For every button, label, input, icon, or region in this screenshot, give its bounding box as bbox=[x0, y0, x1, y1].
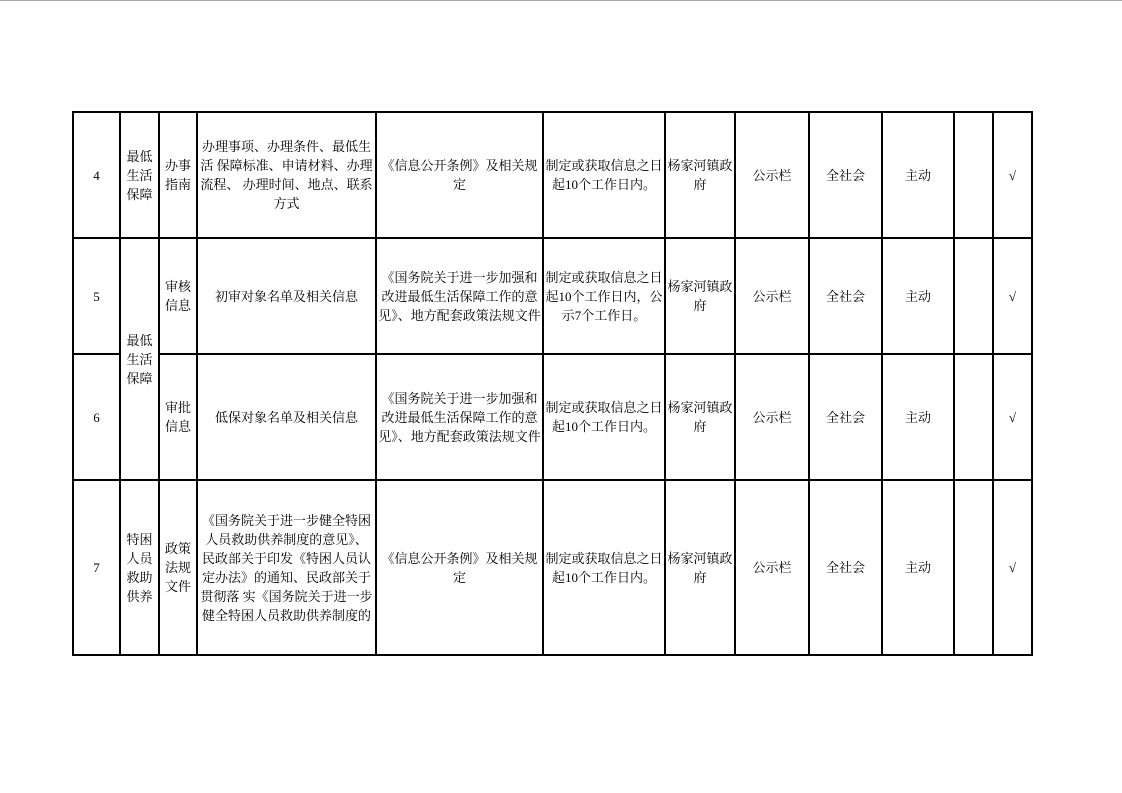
subcategory-cell: 审批信息 bbox=[159, 354, 197, 480]
empty-cell bbox=[954, 480, 993, 655]
timeframe-cell: 制定或获取信息之日起10个工作日内。 bbox=[543, 354, 665, 480]
method-cell: 主动 bbox=[882, 354, 954, 480]
method-cell: 主动 bbox=[882, 238, 954, 354]
legal-basis-cell: 《信息公开条例》及相关规定 bbox=[376, 112, 543, 238]
channel-cell: 公示栏 bbox=[735, 480, 809, 655]
category-cell-merged: 最低生活保障 bbox=[120, 238, 159, 480]
channel-cell: 公示栏 bbox=[735, 238, 809, 354]
audience-cell: 全社会 bbox=[809, 112, 882, 238]
page-top-edge-line bbox=[0, 0, 1122, 1]
category-cell: 最低生活保障 bbox=[120, 112, 159, 238]
row-number-cell: 6 bbox=[73, 354, 120, 480]
subcategory-cell: 办事指南 bbox=[159, 112, 197, 238]
check-mark-cell: √ bbox=[993, 480, 1032, 655]
content-cell: 办理事项、办理条件、最低生活 保障标准、申请材料、办理流程、 办理时间、地点、联系方式 bbox=[197, 112, 376, 238]
row-number-cell: 5 bbox=[73, 238, 120, 354]
channel-cell: 公示栏 bbox=[735, 354, 809, 480]
audience-cell: 全社会 bbox=[809, 480, 882, 655]
category-cell: 特困人员救助供养 bbox=[120, 480, 159, 655]
timeframe-cell: 制定或获取信息之日起10个工作日内，公示7个工作日。 bbox=[543, 238, 665, 354]
empty-cell bbox=[954, 238, 993, 354]
table-row bbox=[73, 354, 1032, 480]
responsible-entity-cell: 杨家河镇政府 bbox=[665, 238, 735, 354]
responsible-entity-cell: 杨家河镇政府 bbox=[665, 354, 735, 480]
table-row bbox=[73, 238, 1032, 354]
empty-cell bbox=[954, 354, 993, 480]
method-cell: 主动 bbox=[882, 112, 954, 238]
subcategory-cell: 政策法规文件 bbox=[159, 480, 197, 655]
responsible-entity-cell: 杨家河镇政府 bbox=[665, 480, 735, 655]
legal-basis-cell: 《国务院关于进一步加强和改进最低生活保障工作的意见》、地方配套政策法规文件 bbox=[376, 354, 543, 480]
content-cell: 初审对象名单及相关信息 bbox=[197, 238, 376, 354]
empty-cell bbox=[954, 112, 993, 238]
legal-basis-cell: 《信息公开条例》及相关规定 bbox=[376, 480, 543, 655]
row-number-cell: 7 bbox=[73, 480, 120, 655]
responsible-entity-cell: 杨家河镇政府 bbox=[665, 112, 735, 238]
method-cell: 主动 bbox=[882, 480, 954, 655]
check-mark-cell: √ bbox=[993, 112, 1032, 238]
row-number-cell: 4 bbox=[73, 112, 120, 238]
channel-cell: 公示栏 bbox=[735, 112, 809, 238]
disclosure-table bbox=[72, 111, 1033, 656]
content-cell: 低保对象名单及相关信息 bbox=[197, 354, 376, 480]
table-row bbox=[73, 480, 1032, 655]
timeframe-cell: 制定或获取信息之日起10个工作日内。 bbox=[543, 112, 665, 238]
check-mark-cell: √ bbox=[993, 354, 1032, 480]
subcategory-cell: 审核信息 bbox=[159, 238, 197, 354]
audience-cell: 全社会 bbox=[809, 238, 882, 354]
audience-cell: 全社会 bbox=[809, 354, 882, 480]
table-row bbox=[73, 112, 1032, 238]
content-cell: 《国务院关于进一步健全特困人员救助供养制度的意见》、民政部关于印发《特困人员认定办法》的通知、民政部关于贯彻落 实《国务院关于进一步健全特困人员救助供养制度的 bbox=[197, 480, 376, 655]
legal-basis-cell: 《国务院关于进一步加强和改进最低生活保障工作的意见》、地方配套政策法规文件 bbox=[376, 238, 543, 354]
timeframe-cell: 制定或获取信息之日起10个工作日内。 bbox=[543, 480, 665, 655]
check-mark-cell: √ bbox=[993, 238, 1032, 354]
